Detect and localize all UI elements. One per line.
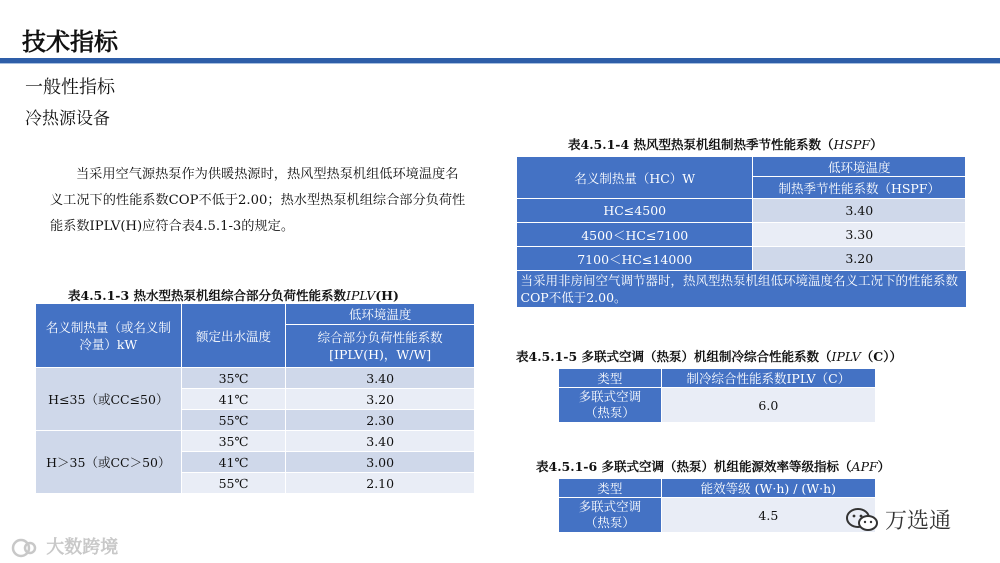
table-5	[558, 368, 876, 423]
t6-type: 多联式空调（热泵）	[559, 498, 662, 533]
t3-header-iplv: 综合部分负荷性能系数[IPLV(H)，W/W]	[286, 325, 475, 368]
table-row	[517, 247, 966, 271]
t3-temp: 55℃	[181, 473, 286, 494]
table-4-caption: 表4.5.1-4 热风型热泵机组制热季节性能系数（HSPF）	[568, 137, 883, 152]
section-heading: 一般性指标	[25, 77, 115, 98]
t3-temp: 55℃	[181, 410, 286, 431]
t5-type: 多联式空调（热泵）	[559, 388, 662, 423]
t6-value: 4.5	[661, 498, 875, 533]
t5-header-type: 类型	[559, 369, 662, 388]
table-row	[517, 199, 966, 223]
t3-header-capacity: 名义制热量（或名义制冷量）kW	[36, 304, 182, 368]
t3-value: 3.40	[286, 368, 475, 389]
t3-group1: H≤35（或CC≤50）	[36, 368, 182, 431]
t3-value: 3.20	[286, 389, 475, 410]
t3-temp: 35℃	[181, 368, 286, 389]
t3-header-water-temp: 额定出水温度	[181, 304, 286, 368]
t6-header-type: 类型	[559, 479, 662, 498]
title-divider-thin	[0, 63, 1000, 64]
table-6-caption: 表4.5.1-6 多联式空调（热泵）机组能源效率等级指标（APF）	[536, 459, 891, 474]
table-4	[516, 156, 966, 307]
t3-group2: H＞35（或CC＞50）	[36, 431, 182, 494]
table-3-caption: 表4.5.1-3 热水型热泵机组综合部分负荷性能系数IPLV(H)	[68, 288, 399, 303]
t4-note: 当采用非房间空气调节器时，热风型热泵机组低环境温度名义工况下的性能系数COP不低于2.00。	[517, 271, 966, 308]
table-6	[558, 478, 876, 533]
t5-header-value: 制冷综合性能系数IPLV（C）	[661, 369, 875, 388]
t3-value: 3.00	[286, 452, 475, 473]
t3-temp: 41℃	[181, 389, 286, 410]
page-title: 技术指标	[22, 28, 118, 56]
t4-range: 4500＜HC≤7100	[517, 223, 753, 247]
watermark-left-icon	[10, 537, 40, 559]
intro-paragraph: 当采用空气源热泵作为供暖热源时，热风型热泵机组低环境温度名义工况下的性能系数COP不低于2.00；热水型热泵机组综合部分负荷性能系数IPLV(H)应符合表4.5.1-3的规定。	[50, 167, 466, 234]
t5-value: 6.0	[661, 388, 875, 423]
t4-value: 3.30	[753, 223, 966, 247]
t4-value: 3.20	[753, 247, 966, 271]
table-row	[559, 388, 876, 423]
watermark-left: 大数跨境	[10, 533, 118, 559]
t3-header-low-temp: 低环境温度	[286, 304, 475, 325]
t6-header-value: 能效等级 (W·h) / (W·h)	[661, 479, 875, 498]
t4-range: 7100＜HC≤14000	[517, 247, 753, 271]
t4-header-low-temp: 低环境温度	[753, 157, 966, 177]
table-row	[559, 498, 876, 533]
subsection-heading: 冷热源设备	[25, 109, 110, 129]
table-row	[517, 223, 966, 247]
t4-header-hspf: 制热季节性能系数（HSPF）	[753, 177, 966, 199]
t3-temp: 35℃	[181, 431, 286, 452]
table-row	[36, 431, 475, 452]
watermark-right: 万选通	[845, 504, 951, 535]
t3-temp: 41℃	[181, 452, 286, 473]
table-3	[35, 303, 475, 494]
t4-header-capacity: 名义制热量（HC）W	[517, 157, 753, 199]
table-5-caption: 表4.5.1-5 多联式空调（热泵）机组制冷综合性能系数（IPLV（C））	[516, 349, 902, 364]
t4-range: HC≤4500	[517, 199, 753, 223]
t3-value: 2.10	[286, 473, 475, 494]
t3-value: 2.30	[286, 410, 475, 431]
wechat-icon	[845, 507, 879, 533]
t4-value: 3.40	[753, 199, 966, 223]
table-row	[36, 368, 475, 389]
t3-value: 3.40	[286, 431, 475, 452]
